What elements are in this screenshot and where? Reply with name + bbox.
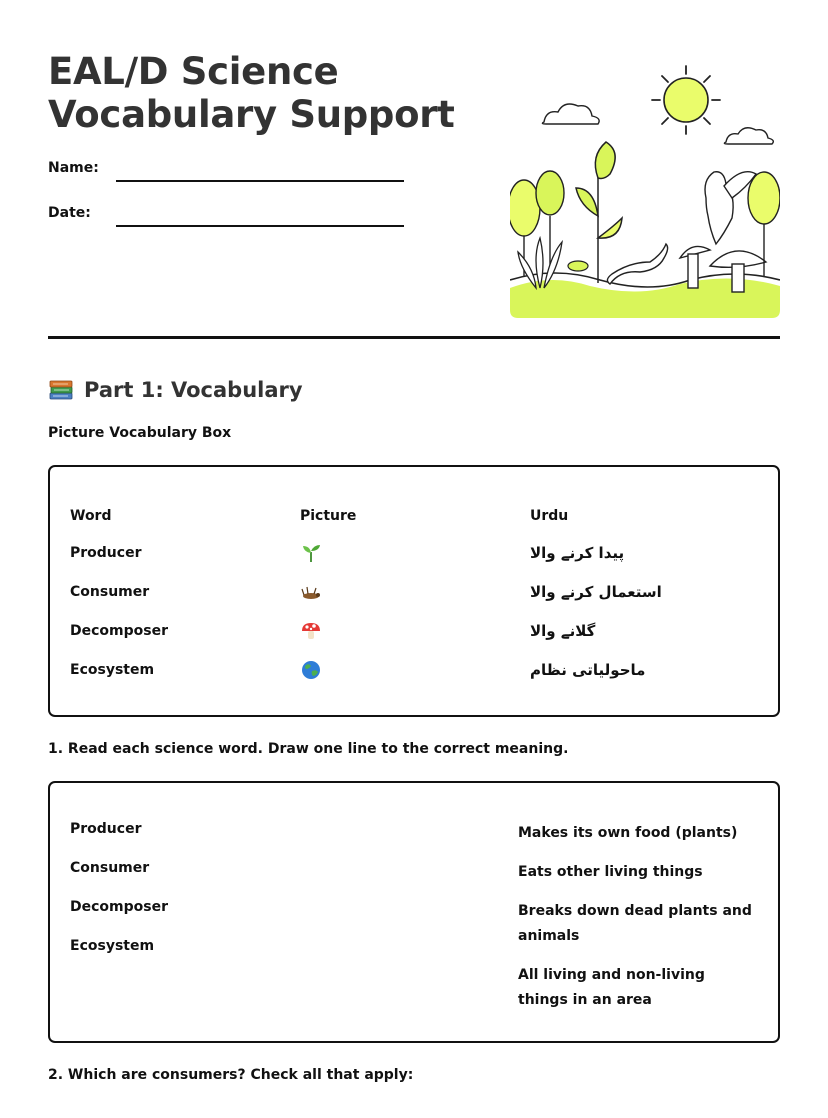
cloud-icon <box>542 104 599 124</box>
match-meaning[interactable]: Makes its own food (plants) <box>518 825 738 841</box>
word-cell: Producer <box>70 544 142 561</box>
date-field[interactable] <box>116 225 404 227</box>
match-meaning[interactable]: All living and non-living things in an area <box>518 967 705 1008</box>
mushroom-icon <box>300 620 322 642</box>
date-label: Date: <box>48 205 91 221</box>
table-row <box>70 611 760 650</box>
matching-words <box>70 821 290 977</box>
cricket-icon <box>300 581 322 603</box>
match-word[interactable]: Consumer <box>70 860 150 876</box>
column-header-picture: Picture <box>300 508 357 524</box>
table-row <box>70 650 760 689</box>
urdu-cell: گلانے والا <box>530 621 596 640</box>
word-cell: Decomposer <box>70 622 168 639</box>
column-header-urdu: Urdu <box>530 508 569 524</box>
globe-icon <box>300 659 322 681</box>
match-word[interactable]: Ecosystem <box>70 938 155 954</box>
page-title: EAL/D Science Vocabulary Support <box>48 50 455 136</box>
urdu-cell: استعمال کرنے والا <box>530 582 662 601</box>
matching-meanings <box>518 821 758 1027</box>
matching-box <box>48 781 780 1043</box>
part1-heading <box>48 375 303 405</box>
seedling-icon <box>300 542 322 564</box>
vocabulary-table <box>70 505 760 689</box>
cloud-icon <box>724 128 773 144</box>
table-header-row <box>70 505 760 533</box>
vocab-box-title: Picture Vocabulary Box <box>48 425 232 441</box>
part1-heading-text: Part 1: Vocabulary <box>84 378 303 402</box>
name-label: Name: <box>48 160 99 176</box>
picture-vocabulary-box <box>48 465 780 717</box>
match-word[interactable]: Producer <box>70 821 142 837</box>
match-word[interactable]: Decomposer <box>70 899 168 915</box>
question-1-prompt: 1. Read each science word. Draw one line to the correct meaning. <box>48 741 569 757</box>
table-row <box>70 533 760 572</box>
books-icon <box>48 377 74 403</box>
word-cell: Consumer <box>70 583 150 600</box>
match-meaning[interactable]: Breaks down dead plants and animals <box>518 903 752 944</box>
name-field[interactable] <box>116 180 404 182</box>
urdu-cell: ماحولیاتی نظام <box>530 660 646 679</box>
header-divider <box>48 336 780 339</box>
table-row <box>70 572 760 611</box>
ecosystem-illustration <box>510 48 780 318</box>
urdu-cell: پیدا کرنے والا <box>530 543 625 562</box>
sun-icon <box>652 66 720 134</box>
question-2-prompt: 2. Which are consumers? Check all that apply: <box>48 1067 414 1083</box>
column-header-word: Word <box>70 508 112 524</box>
match-meaning[interactable]: Eats other living things <box>518 864 703 880</box>
word-cell: Ecosystem <box>70 661 155 678</box>
